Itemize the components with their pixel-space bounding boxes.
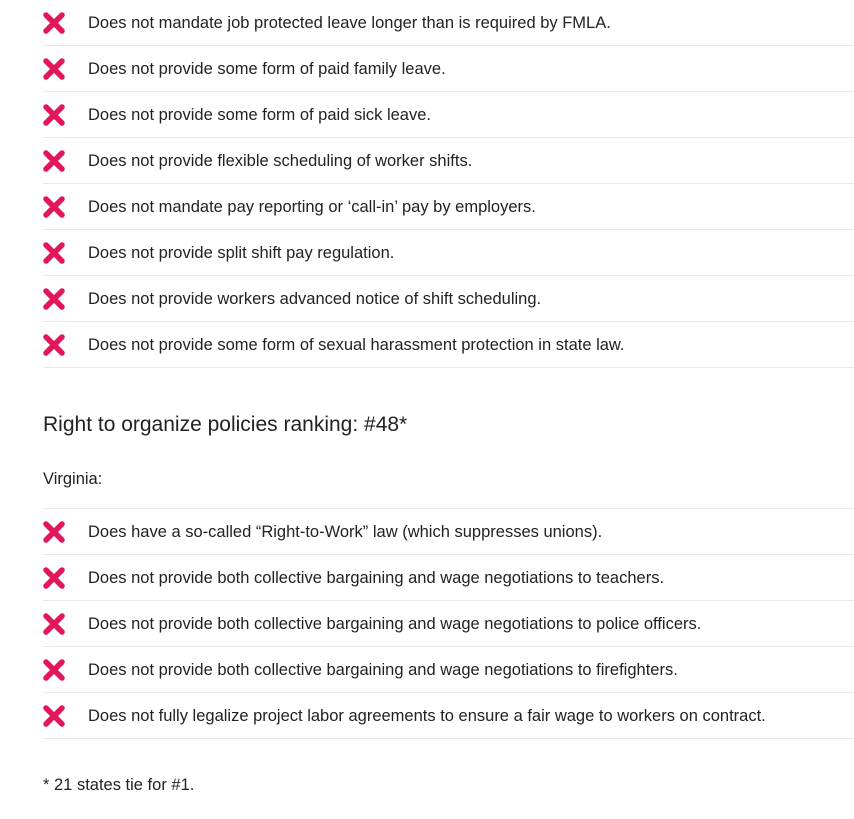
list-item: [43, 601, 854, 647]
x-mark-icon: [43, 705, 65, 727]
list-item: [43, 555, 854, 601]
x-mark-icon: [43, 659, 65, 681]
list-item-text: Does not provide some form of sexual harassment protection in state law.: [88, 335, 625, 354]
list-item: [43, 276, 854, 322]
list-item: [43, 230, 854, 276]
x-mark-icon: [43, 334, 65, 356]
list-item-text: Does not provide some form of paid sick leave.: [88, 105, 431, 124]
x-mark-icon: [43, 288, 65, 310]
x-mark-icon: [43, 58, 65, 80]
list-item: [43, 509, 854, 555]
x-mark-icon: [43, 613, 65, 635]
state-label: Virginia:: [43, 470, 103, 488]
list-item-text: Does not provide some form of paid family leave.: [88, 59, 446, 78]
x-mark-icon: [43, 196, 65, 218]
x-mark-icon: [43, 12, 65, 34]
right-to-organize-list: [43, 508, 854, 739]
x-mark-icon: [43, 104, 65, 126]
list-item-text: Does not provide both collective bargaining and wage negotiations to firefighters.: [88, 660, 678, 679]
list-item: [43, 46, 854, 92]
list-item: [43, 92, 854, 138]
list-item: [43, 138, 854, 184]
workplace-policy-list: [43, 0, 854, 368]
x-mark-icon: [43, 567, 65, 589]
list-item-text: Does not fully legalize project labor agreements to ensure a fair wage to workers on contract.: [88, 706, 766, 725]
x-mark-icon: [43, 150, 65, 172]
list-item-text: Does not provide both collective bargaining and wage negotiations to police officers.: [88, 614, 702, 633]
list-item-text: Does not mandate pay reporting or ‘call-in’ pay by employers.: [88, 197, 536, 216]
list-item-text: Does not mandate job protected leave longer than is required by FMLA.: [88, 13, 611, 32]
list-item: [43, 0, 854, 46]
list-item: [43, 693, 854, 739]
list-item-text: Does not provide split shift pay regulation.: [88, 243, 395, 262]
section-heading: Right to organize policies ranking: #48*: [43, 413, 408, 436]
list-item-text: Does not provide workers advanced notice of shift scheduling.: [88, 289, 542, 308]
list-item-text: Does not provide both collective bargaining and wage negotiations to teachers.: [88, 568, 665, 587]
x-mark-icon: [43, 521, 65, 543]
list-item: [43, 184, 854, 230]
footnote: * 21 states tie for #1.: [43, 776, 195, 794]
list-item-text: Does not provide flexible scheduling of worker shifts.: [88, 151, 473, 170]
x-mark-icon: [43, 242, 65, 264]
list-item: [43, 322, 854, 368]
list-item: [43, 647, 854, 693]
list-item-text: Does have a so-called “Right-to-Work” law (which suppresses unions).: [88, 522, 603, 541]
